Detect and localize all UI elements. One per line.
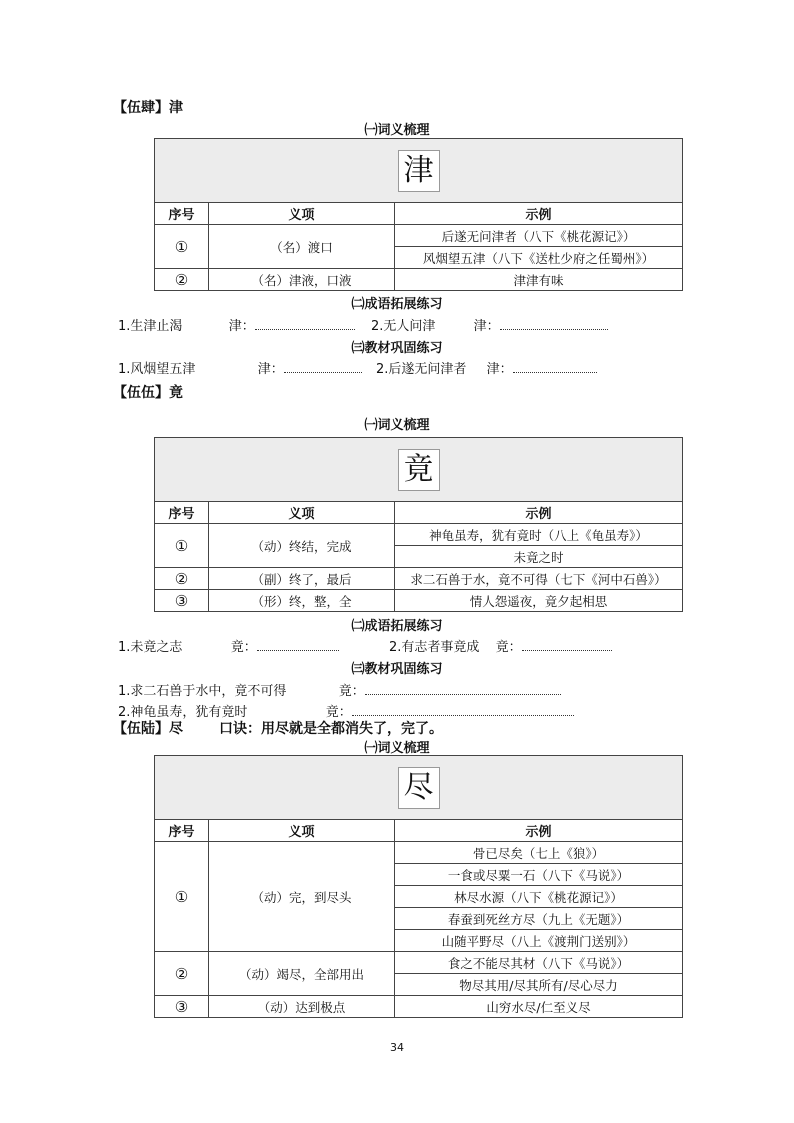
row-example: 食之不能尽其材（八下《马说》） (395, 952, 683, 974)
practice-phrase: 1.风烟望五津 (118, 362, 196, 377)
row-number: ② (155, 269, 209, 291)
answer-blank[interactable] (513, 360, 597, 373)
row-number: ① (155, 225, 209, 269)
column-header-meaning: 义项 (209, 820, 395, 842)
column-header-meaning: 义项 (209, 203, 395, 225)
row-example: 风烟望五津（八下《送杜少府之任蜀州》） (395, 247, 683, 269)
subheading-meanings: ㈠词义梳理 (364, 418, 430, 433)
subheading-textbook: ㈢教材巩固练习 (351, 662, 443, 677)
row-example: 山随平野尽（八上《渡荆门送别》） (395, 930, 683, 952)
character-cell (155, 139, 683, 203)
practice-label: 竟： (325, 705, 352, 720)
meaning-table-jing (154, 437, 683, 612)
practice-line (118, 680, 561, 699)
column-header-number: 序号 (155, 502, 209, 524)
subheading-meanings: ㈠词义梳理 (364, 123, 430, 138)
row-example: 求二石兽于水，竟不可得（七下《河中石兽》） (395, 568, 683, 590)
row-number: ① (155, 524, 209, 568)
meaning-table-jin-exhaust (154, 755, 683, 1018)
row-example: 神龟虽寿，犹有竟时（八上《龟虽寿》） (395, 524, 683, 546)
column-header-number: 序号 (155, 203, 209, 225)
practice-phrase: 2.无人问津 (370, 319, 436, 334)
practice-label: 津： (486, 362, 513, 377)
row-example: 后遂无问津者（八下《桃花源记》） (395, 225, 683, 247)
row-example: 未竟之时 (395, 546, 683, 568)
practice-label: 竟： (230, 640, 257, 655)
practice-label: 津： (473, 319, 500, 334)
answer-blank[interactable] (284, 360, 362, 373)
answer-blank[interactable] (500, 317, 608, 330)
row-meaning: （动）达到极点 (209, 996, 395, 1018)
row-meaning: （动）完，到尽头 (209, 842, 395, 952)
subheading-idioms: ㈡成语拓展练习 (351, 297, 443, 312)
row-number: ① (155, 842, 209, 952)
subheading-idioms: ㈡成语拓展练习 (351, 619, 443, 634)
row-example: 春蚕到死丝方尽（九上《无题》） (395, 908, 683, 930)
row-number: ③ (155, 590, 209, 612)
answer-blank[interactable] (522, 638, 612, 651)
row-number: ③ (155, 996, 209, 1018)
character-cell (155, 438, 683, 502)
subheading-textbook: ㈢教材巩固练习 (351, 341, 443, 356)
row-example: 一食或尽粟一石（八下《马说》） (395, 864, 683, 886)
practice-phrase: 1.求二石兽于水中，竟不可得 (118, 684, 287, 699)
practice-phrase: 2.有志者事竟成 (388, 640, 480, 655)
row-example: 林尽水源（八下《桃花源记》） (395, 886, 683, 908)
answer-blank[interactable] (352, 703, 574, 716)
row-meaning: （动）竭尽，全部用出 (209, 952, 395, 996)
character-cell (155, 756, 683, 820)
column-header-example: 示例 (395, 820, 683, 842)
answer-blank[interactable] (255, 317, 355, 330)
row-meaning: （动）终结，完成 (209, 524, 395, 568)
row-number: ② (155, 568, 209, 590)
row-example: 物尽其用/尽其所有/尽心尽力 (395, 974, 683, 996)
practice-line (118, 315, 608, 334)
row-meaning: （形）终，整，全 (209, 590, 395, 612)
answer-blank[interactable] (365, 682, 561, 695)
practice-label: 竟： (338, 684, 365, 699)
row-number: ② (155, 952, 209, 996)
practice-label: 津： (257, 362, 284, 377)
section-heading-jin-exhaust: 【伍陆】尽 (113, 721, 183, 737)
row-example: 骨已尽矣（七上《狼》） (395, 842, 683, 864)
row-example: 山穷水尽/仁至义尽 (395, 996, 683, 1018)
subheading-meanings: ㈠词义梳理 (364, 741, 430, 756)
mnemonic-text: 口诀：用尽就是全都消失了，完了。 (219, 721, 443, 737)
column-header-example: 示例 (395, 502, 683, 524)
page-number: 34 (390, 1041, 404, 1054)
row-meaning: （名）渡口 (209, 225, 395, 269)
column-header-example: 示例 (395, 203, 683, 225)
practice-line (118, 636, 612, 655)
character-box: 津 (398, 150, 440, 192)
practice-phrase: 2.神龟虽寿，犹有竟时 (118, 705, 248, 720)
practice-label: 津： (228, 319, 255, 334)
row-example: 津津有味 (395, 269, 683, 291)
row-example: 情人怨遥夜，竟夕起相思 (395, 590, 683, 612)
practice-line (118, 358, 597, 377)
practice-phrase: 1.未竟之志 (118, 640, 183, 655)
row-meaning: （名）津液，口液 (209, 269, 395, 291)
character-box: 尽 (398, 767, 440, 809)
section-heading-jing: 【伍伍】竟 (113, 385, 183, 401)
meaning-table-jin (154, 138, 683, 291)
practice-phrase: 1.生津止渴 (118, 319, 183, 334)
row-meaning: （副）终了，最后 (209, 568, 395, 590)
practice-phrase: 2.后遂无问津者 (375, 362, 467, 377)
answer-blank[interactable] (257, 638, 339, 651)
column-header-number: 序号 (155, 820, 209, 842)
section-heading-jin: 【伍肆】津 (113, 100, 183, 116)
column-header-meaning: 义项 (209, 502, 395, 524)
practice-label: 竟： (495, 640, 522, 655)
character-box: 竟 (398, 449, 440, 491)
